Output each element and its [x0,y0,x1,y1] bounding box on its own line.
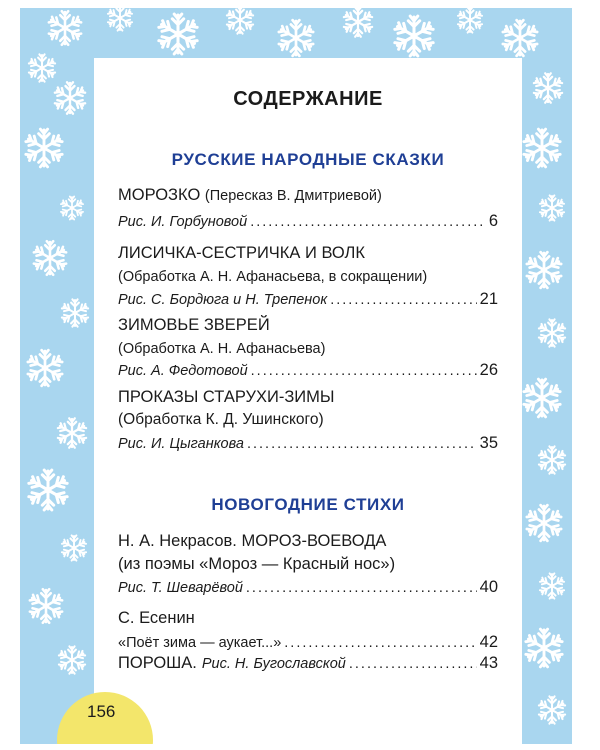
snowflake-icon [28,470,68,510]
dot-leader [246,580,477,596]
snowflake-icon [526,252,562,288]
toc-entry-line[interactable] [118,654,498,673]
toc-entry-line[interactable] [118,290,498,309]
snowflake-icon [33,241,67,275]
dot-leader [349,656,477,672]
page-title: СОДЕРЖАНИЕ [233,88,383,110]
toc-entry-note: (из поэмы «Мороз — Красный нос») [118,555,396,573]
illustrator: Рис. И. Цыганкова [118,436,244,452]
toc-entry-title: ПРОКАЗЫ СТАРУХИ-ЗИМЫ [118,388,335,406]
snowflake-icon [538,446,566,473]
snowflake-border [20,8,572,744]
snowflake-icon [394,16,434,56]
illustrator: Рис. С. Бордюга и Н. Трепенок [118,292,328,308]
toc-entry-note: (Обработка К. Д. Ушинского) [118,411,324,428]
dot-leader [250,214,486,230]
snowflake-icon [523,379,561,417]
toc-entry-line[interactable] [118,361,498,380]
snowflake-icon [27,350,63,386]
section-heading-new-year-poems: НОВОГОДНИЕ СТИХИ [211,495,405,514]
snowflake-icon [538,696,566,723]
toc-entry-title: Н. А. Некрасов. МОРОЗ-ВОЕВОДА [118,532,387,550]
snowflake-icon [226,8,254,34]
snowflake-icon [107,8,132,31]
poem-title: ПОРОША. [118,654,197,672]
snowflake-icon [523,129,561,167]
snowflake-icon [502,20,538,56]
dot-leader [330,292,476,308]
snowflake-icon [533,73,563,102]
snowflake-icon [57,418,87,447]
dot-leader [284,635,476,651]
dot-leader [247,436,477,452]
page-ref: 21 [479,290,498,308]
illustrator: Рис. И. Горбуновой [118,214,248,230]
toc-entry-line[interactable] [118,578,498,597]
snowflake-icon [539,573,564,598]
toc-entry-line[interactable] [118,212,498,231]
page-ref: 40 [479,578,498,596]
page-ref: 43 [479,654,498,672]
snowflake-icon [60,196,83,219]
dot-leader [251,363,477,379]
snowflake-icon [28,54,56,81]
snowflake-icon [25,129,63,167]
toc-entry-author: С. Есенин [118,609,195,627]
poem-title: «Поёт зима — аукает...» [118,635,282,651]
snowflake-icon [54,82,86,114]
snowflake-icon [48,11,82,45]
toc-entry-note: (Обработка А. Н. Афанасьева, в сокращении) [118,269,428,285]
snowflake-icon [457,8,482,33]
snowflake-icon [158,14,198,54]
page-ref: 6 [488,212,498,230]
page-number: 156 [87,702,116,721]
snowflake-icon [525,629,563,667]
toc-entry-title: ЛИСИЧКА-СЕСТРИЧКА И ВОЛК [118,244,365,262]
snowflake-icon [526,505,562,541]
illustrator: Рис. А. Федотовой [118,363,248,379]
author: Н. А. Некрасов. [118,532,237,550]
section-heading-folk-tales: РУССКИЕ НАРОДНЫЕ СКАЗКИ [171,150,445,169]
snowflake-icon [343,8,373,37]
toc-entry-title: ЗИМОВЬЕ ЗВЕРЕЙ [118,316,270,334]
snowflake-icon [29,589,63,623]
toc-entry-line[interactable] [118,434,498,453]
illustrator: Рис. Н. Бугославской [201,656,346,672]
illustrator: Рис. Т. Шеварёвой [118,580,243,596]
toc-entry-title: МОРОЗКО (Пересказ В. Дмитриевой) [118,186,382,204]
page-ref: 35 [479,434,498,452]
snowflake-icon [61,299,89,326]
snowflake-icon [61,535,86,560]
page-ref: 26 [479,361,498,379]
snowflake-icon [539,195,564,220]
toc-entry-note: (Обработка А. Н. Афанасьева) [118,341,326,357]
toc-entry-line[interactable] [118,633,498,652]
snowflake-icon [278,20,314,56]
snowflake-icon [538,319,566,346]
page-ref: 42 [479,633,498,651]
snowflake-icon [58,646,86,673]
contents-page [94,58,522,744]
